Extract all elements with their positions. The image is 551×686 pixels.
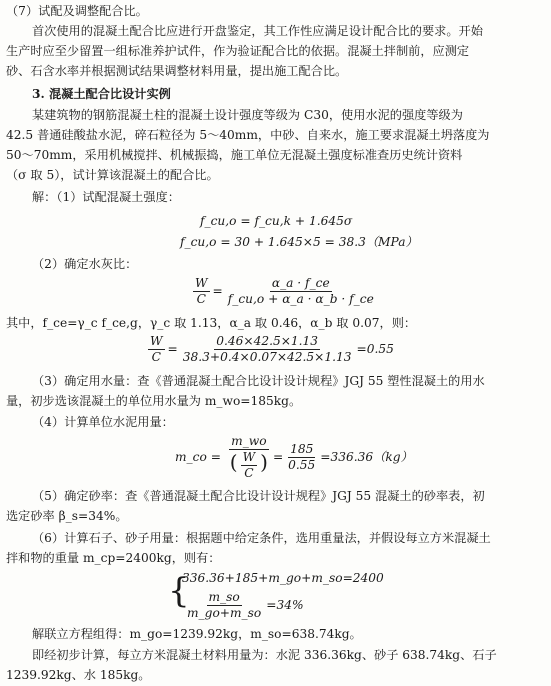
fraction-numerator: m_so: [208, 590, 240, 604]
fraction-numerator: m_wo: [231, 434, 267, 448]
fraction: [226, 276, 376, 307]
text-line: （2）确定水灰比：: [32, 257, 138, 271]
equation-water-cement-ratio-value: $\frac{W}{C}$ = $\frac{0.46\times 42.5\times 1.13}{38.3+0.4\times 0.07\times 42.5\times 1.13}$ =0.55: [150, 334, 394, 364]
equation-target-strength: f_cu,o = f_cu,k + 1.645σ: [200, 214, 353, 228]
text-line: （σ 取 5），试计算该混凝土的配合比。: [6, 168, 219, 182]
text-line: 选定砂率 β_s=34%。: [6, 509, 128, 523]
system-brace: {: [168, 571, 190, 611]
equation-result: =34%: [266, 598, 304, 612]
equation-result: =336.36（kg）: [320, 450, 413, 464]
fraction: [185, 590, 263, 621]
text-line: （7）试配及调整配合比。: [6, 4, 148, 18]
text-line: 即经初步计算，每立方米混凝土材料用量为：水泥 336.36kg、砂子 638.74kg、石子: [32, 648, 497, 662]
text-line: （6）计算石子、砂子用量：根据题中给定条件，选用重量法，并假设每立方米混凝土: [32, 531, 491, 545]
fraction-numerator: 185: [290, 442, 314, 456]
fraction-numerator: W: [195, 276, 208, 290]
fraction: [286, 442, 317, 473]
text-line: 1239.92kg、水 185kg。: [6, 668, 151, 682]
fraction-denominator: C: [196, 292, 206, 306]
text-line: 砂、石含水率并根据测试结果调整材料用量，提出施工配合比。: [6, 64, 348, 78]
equation-system-row-2: [182, 590, 304, 621]
text-line: 42.5 普通硅酸盐水泥，碎石粒径为 5～40mm，中砂、自来水，施工要求混凝土坍落度为: [6, 128, 490, 142]
fraction-denominator: 0.55: [288, 458, 316, 472]
text-line: 量，初步选该混凝土的单位用水量为 m_wo=185kg。: [6, 394, 302, 408]
equation-system-row-1: 336.36+185+m_go+m_so=2400: [182, 571, 384, 585]
fraction: [193, 276, 210, 307]
text-line: 生产时应至少留置一组标准养护试件，作为验证配合比的依据。混凝土拌制前，应测定: [6, 44, 470, 58]
equation-result: =0.55: [356, 342, 394, 356]
text-line: 首次使用的混凝土配合比应进行开盘鉴定，其工作性应满足设计配合比的要求。开始: [32, 24, 483, 38]
fraction: [241, 450, 258, 481]
text-line: 解：（1）试配混凝土强度：: [32, 190, 180, 204]
text-line: 拌和物的重量 m_cp=2400kg，则有：: [6, 551, 221, 565]
fraction: [181, 334, 354, 365]
fraction-denominator: C: [244, 466, 254, 480]
text-line: 某建筑物的钢筋混凝土柱的混凝土设计强度等级为 C30，使用水泥的强度等级为: [32, 108, 463, 122]
equation-lhs: m_co =: [175, 450, 221, 464]
text-line: （5）确定砂率：查《普通混凝土配合比设计设计规程》JGJ 55 混凝土的砂率表，初: [32, 489, 485, 503]
section-heading: 3. 混凝土配合比设计实例: [32, 87, 171, 101]
text-line: 解联立方程组得：m_go=1239.92kg，m_so=638.74kg。: [32, 627, 362, 641]
fraction-numerator: α_a · f_ce: [271, 276, 330, 290]
fraction-denominator: f_cu,o + α_a · α_b · f_ce: [227, 292, 374, 306]
fraction: [228, 434, 270, 481]
fraction-denominator: 38.3+0.4×0.07×42.5×1.13: [182, 350, 352, 364]
fraction-denominator: C: [151, 350, 161, 364]
fraction: [148, 334, 165, 365]
equation-target-strength-value: f_cu,o = 30 + 1.645×5 = 38.3（MPa）: [180, 235, 418, 249]
fraction-numerator: W: [150, 334, 163, 348]
text-line: （4）计算单位水泥用量：: [32, 415, 174, 429]
fraction-numerator: 0.46×42.5×1.13: [216, 334, 319, 348]
equation-cement-content: m_co = m_wo ( $\frac{W}{C}$ ) = $\frac{185}{0.55}$ =336.36（kg）: [175, 434, 413, 480]
text-line: 50～70mm，采用机械搅拌、机械振捣，施工单位无混凝土强度标准查历史统计资料: [6, 148, 463, 162]
fraction-denominator: m_go+m_so: [187, 606, 262, 620]
fraction-numerator: W: [242, 450, 256, 464]
fraction-denominator: ( $\frac{W}{C}$ ): [229, 450, 268, 480]
equation-water-cement-ratio: $\frac{W}{C}$ = $\frac{\alpha\_a \cdot f\_ce}{f\_cu,o + \alpha\_a \cdot \alpha\_b \cdot f\_ce}$: [195, 276, 374, 306]
text-line: 其中，f_ce=γ_c f_ce,g，γ_c 取 1.13，α_a 取 0.46，α_b 取 0.07，则：: [6, 316, 417, 330]
text-line: （3）确定用水量：查《普通混凝土配合比设计设计规程》JGJ 55 塑性混凝土的用水: [32, 374, 485, 388]
